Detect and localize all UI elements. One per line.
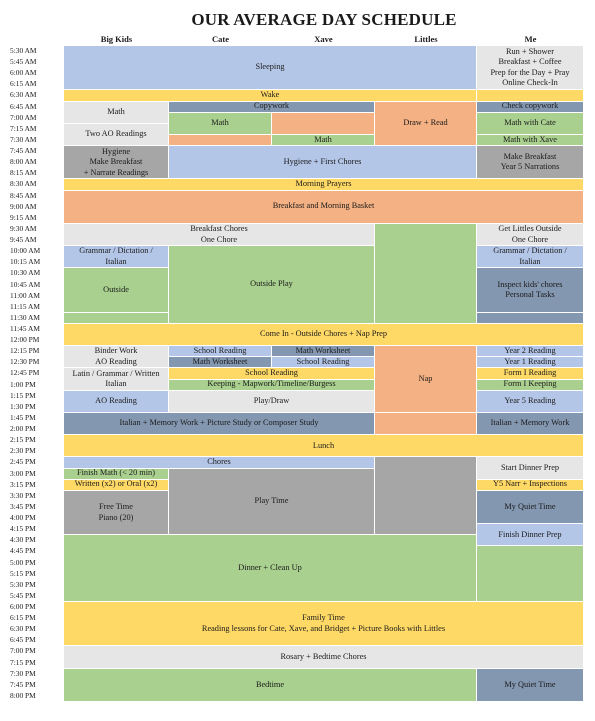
time-label: 3:45 PM — [10, 501, 36, 511]
time-label: 2:15 PM — [10, 435, 36, 445]
schedule-block-filler — [169, 135, 271, 145]
schedule-block-year-2-reading: Year 2 Reading — [477, 346, 583, 356]
time-label: 3:15 PM — [10, 479, 36, 489]
time-label: 8:45 AM — [10, 190, 37, 200]
schedule-block-finish-dinner-prep: Finish Dinner Prep — [477, 524, 583, 545]
time-label: 7:15 AM — [10, 123, 37, 133]
schedule-block-dinner-clean-up: Dinner + Clean Up — [64, 535, 476, 601]
schedule-block-filler — [375, 224, 476, 323]
time-label: 12:30 PM — [10, 357, 40, 367]
time-label: 2:45 PM — [10, 457, 36, 467]
schedule-block-draw-read: Draw + Read — [375, 102, 476, 145]
schedule-block-hygiene-first-chores: Hygiene + First Chores — [169, 146, 476, 178]
time-label: 1:00 PM — [10, 379, 36, 389]
time-label: 6:30 PM — [10, 624, 36, 634]
time-label: 9:45 AM — [10, 235, 37, 245]
schedule-block-filler — [64, 313, 168, 323]
schedule-block-chores: Chores — [64, 457, 374, 467]
time-label: 3:00 PM — [10, 468, 36, 478]
schedule-block-check-copywork: Check copywork — [477, 102, 583, 112]
column-header-littles: Littles — [414, 34, 438, 44]
schedule-block-year-1-reading: Year 1 Reading — [477, 357, 583, 367]
schedule-block-morning-prayers: Morning Prayers — [64, 179, 583, 189]
time-label: 12:15 PM — [10, 346, 40, 356]
schedule-block-nap: Nap — [375, 346, 476, 412]
time-label: 6:00 AM — [10, 68, 37, 78]
schedule-block-free-time: Free Time Piano (20) — [64, 491, 168, 534]
time-label: 4:45 PM — [10, 546, 36, 556]
schedule-block-italian-memory-work-picture-study-or-composer-study: Italian + Memory Work + Picture Study or Composer Study — [64, 413, 374, 434]
schedule-block-filler — [477, 546, 583, 601]
schedule-block-math-with-cate: Math with Cate — [477, 113, 583, 134]
schedule-block-school-reading: School Reading — [272, 357, 374, 367]
schedule-block-math-worksheet: Math Worksheet — [272, 346, 374, 356]
time-label: 5:45 AM — [10, 57, 37, 67]
schedule-block-math: Math — [272, 135, 374, 145]
time-label: 6:15 AM — [10, 79, 37, 89]
time-label: 6:45 AM — [10, 101, 37, 111]
schedule-block-inspect-kids-chores: Inspect kids' chores Personal Tasks — [477, 268, 583, 311]
time-label: 5:30 PM — [10, 579, 36, 589]
schedule-block-finish-math-20-min: Finish Math (< 20 min) — [64, 469, 168, 479]
schedule-block-grammar-dictation: Grammar / Dictation / Italian — [64, 246, 168, 267]
time-label: 2:30 PM — [10, 446, 36, 456]
schedule-block-my-quiet-time: My Quiet Time — [477, 669, 583, 701]
time-label: 8:00 PM — [10, 690, 36, 700]
schedule-block-filler — [272, 113, 374, 134]
time-label: 11:15 AM — [10, 301, 40, 311]
schedule-block-ao-reading: AO Reading — [64, 391, 168, 412]
time-label: 2:00 PM — [10, 424, 36, 434]
schedule-block-y5-narr-inspections: Y5 Narr + Inspections — [477, 480, 583, 490]
time-label: 1:30 PM — [10, 401, 36, 411]
schedule-block-math: Math — [169, 113, 271, 134]
schedule-block-make-breakfast: Make Breakfast Year 5 Narrations — [477, 146, 583, 178]
time-label: 7:30 PM — [10, 668, 36, 678]
time-label: 7:45 AM — [10, 146, 37, 156]
schedule-block-form-i-keeping: Form I Keeping — [477, 380, 583, 390]
column-header-big-kids: Big Kids — [100, 34, 133, 44]
schedule-block-filler — [375, 413, 476, 434]
schedule-block-filler — [477, 313, 583, 323]
time-label: 10:15 AM — [10, 257, 41, 267]
schedule-block-family-time: Family Time Reading lessons for Cate, Xave, and Bridget + Picture Books with Littles — [64, 602, 583, 645]
schedule-block-lunch: Lunch — [64, 435, 583, 456]
schedule-block-bedtime: Bedtime — [64, 669, 476, 701]
schedule-block-start-dinner-prep: Start Dinner Prep — [477, 457, 583, 478]
schedule-block-form-i-reading: Form I Reading — [477, 368, 583, 378]
time-label: 7:15 PM — [10, 657, 36, 667]
schedule-block-latin-grammar-written: Latin / Grammar / Written Italian — [64, 368, 168, 389]
schedule-block-my-quiet-time: My Quiet Time — [477, 491, 583, 523]
time-label: 8:00 AM — [10, 157, 37, 167]
schedule-block-rosary-bedtime-chores: Rosary + Bedtime Chores — [64, 646, 583, 667]
schedule-block-play-draw: Play/Draw — [169, 391, 374, 412]
schedule-block-math-with-xave: Math with Xave — [477, 135, 583, 145]
time-label: 6:45 PM — [10, 635, 36, 645]
schedule-block-sleeping: Sleeping — [64, 46, 476, 89]
schedule-block-breakfast-and-morning-basket: Breakfast and Morning Basket — [64, 191, 583, 223]
schedule-block-grammar-dictation: Grammar / Dictation / Italian — [477, 246, 583, 267]
schedule-block-italian-memory-work: Italian + Memory Work — [477, 413, 583, 434]
time-label: 6:30 AM — [10, 90, 37, 100]
time-label: 5:30 AM — [10, 46, 37, 55]
schedule-block-filler — [375, 457, 476, 534]
time-label: 9:00 AM — [10, 201, 37, 211]
schedule-block-binder-work: Binder Work AO Reading — [64, 346, 168, 367]
schedule-block-two-ao-readings: Two AO Readings — [64, 124, 168, 145]
time-label: 11:00 AM — [10, 290, 40, 300]
column-header-me: Me — [524, 34, 537, 44]
column-header-xave: Xave — [314, 34, 333, 44]
schedule-block-come-in-outside-chores-nap-prep: Come In - Outside Chores + Nap Prep — [64, 324, 583, 345]
time-label: 8:30 AM — [10, 179, 37, 189]
schedule-block-breakfast-chores: Breakfast Chores One Chore — [64, 224, 374, 245]
schedule-block-written-x2-or-oral-x2: Written (x2) or Oral (x2) — [64, 480, 168, 490]
schedule-block-get-littles-outside: Get Littles Outside One Chore — [477, 224, 583, 245]
schedule-block-school-reading: School Reading — [169, 346, 271, 356]
page-title: OUR AVERAGE DAY SCHEDULE — [191, 10, 457, 29]
schedule-block-math-worksheet: Math Worksheet — [169, 357, 271, 367]
time-label: 9:30 AM — [10, 223, 37, 233]
time-label: 4:00 PM — [10, 513, 36, 523]
time-label: 3:30 PM — [10, 490, 36, 500]
schedule-block-hygiene: Hygiene Make Breakfast + Narrate Readings — [64, 146, 168, 178]
time-label: 11:45 AM — [10, 324, 40, 333]
schedule-block-outside-play: Outside Play — [169, 246, 374, 323]
time-label: 10:45 AM — [10, 279, 41, 289]
time-label: 4:30 PM — [10, 535, 36, 545]
time-label: 5:45 PM — [10, 590, 36, 600]
schedule-block-year-5-reading: Year 5 Reading — [477, 391, 583, 412]
time-label: 9:15 AM — [10, 212, 37, 222]
time-label: 12:45 PM — [10, 368, 40, 378]
time-label: 5:00 PM — [10, 557, 36, 567]
time-label: 5:15 PM — [10, 568, 36, 578]
schedule-block-math: Math — [64, 102, 168, 123]
time-label: 1:15 PM — [10, 390, 36, 400]
schedule-block-keeping-mapwork-timeline-burgess: Keeping - Mapwork/Timeline/Burgess — [169, 380, 374, 390]
time-label: 11:30 AM — [10, 312, 40, 322]
time-label: 4:15 PM — [10, 524, 36, 534]
time-label: 7:45 PM — [10, 679, 36, 689]
time-label: 12:00 PM — [10, 335, 40, 345]
time-label: 6:15 PM — [10, 613, 36, 623]
schedule-block-wake: Wake — [64, 90, 476, 100]
time-label: 7:00 AM — [10, 112, 37, 122]
schedule-block-outside: Outside — [64, 268, 168, 311]
time-label: 10:00 AM — [10, 246, 41, 256]
column-header-cate: Cate — [212, 34, 229, 44]
time-label: 1:45 PM — [10, 412, 36, 422]
schedule-block-copywork: Copywork — [169, 102, 374, 112]
schedule-block-play-time: Play Time — [169, 469, 374, 535]
time-label: 6:00 PM — [10, 602, 36, 611]
time-label: 8:15 AM — [10, 168, 37, 178]
time-label: 7:00 PM — [10, 646, 36, 656]
schedule-block-run-shower: Run + Shower Breakfast + Coffee Prep for the Day + Pray Online Check-In — [477, 46, 583, 89]
schedule-block-school-reading: School Reading — [169, 368, 374, 378]
schedule-block-filler — [477, 90, 583, 100]
time-label: 10:30 AM — [10, 268, 41, 278]
time-label: 7:30 AM — [10, 134, 37, 144]
